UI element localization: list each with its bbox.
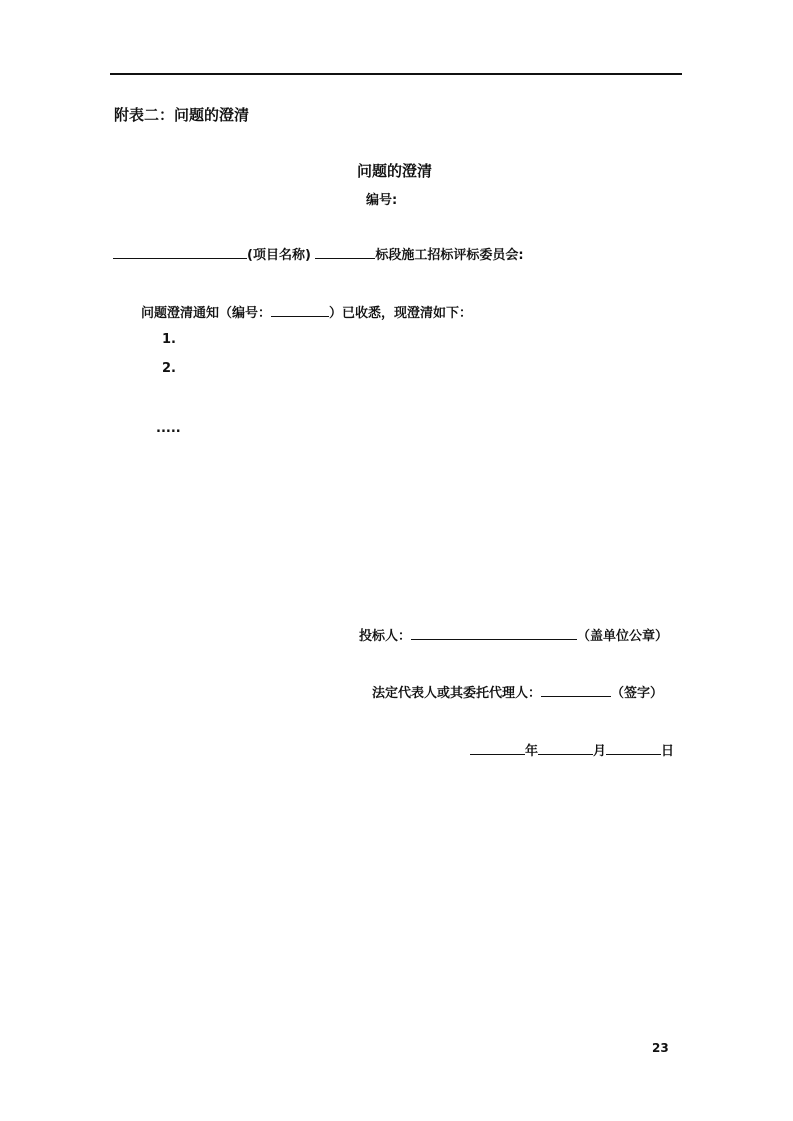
bidder-line	[359, 625, 668, 644]
section-blank	[315, 246, 375, 259]
year-label: 年	[525, 744, 539, 759]
notice-suffix: ）已收悉，现澄清如下：	[329, 306, 473, 321]
day-label: 日	[661, 744, 675, 759]
committee-label: 标段施工招标评标委员会:	[375, 248, 524, 263]
year-blank	[470, 742, 525, 755]
date-line	[470, 740, 674, 759]
bidder-label: 投标人：	[359, 629, 412, 644]
page-title: 问题的澄清	[357, 162, 433, 180]
list-item-1: 1.	[162, 332, 176, 347]
representative-label: 法定代表人或其委托代理人：	[372, 686, 542, 701]
bidder-note: （盖单位公章）	[577, 629, 669, 644]
project-name-label: (项目名称)	[247, 248, 311, 263]
header-rule	[110, 73, 682, 75]
representative-note: （签字）	[611, 686, 664, 701]
bidder-blank	[411, 627, 577, 640]
day-blank	[606, 742, 661, 755]
representative-blank	[541, 684, 611, 697]
project-name-blank	[113, 246, 247, 259]
notice-prefix: 问题澄清通知（编号：	[141, 306, 272, 321]
list-item-2: 2.	[162, 361, 176, 376]
number-label: 编号:	[366, 193, 398, 208]
page-number: 23	[652, 1041, 669, 1055]
addressee-line	[113, 244, 524, 263]
representative-line	[372, 682, 663, 701]
month-blank	[538, 742, 593, 755]
notice-number-blank	[271, 304, 329, 317]
notice-line	[141, 302, 472, 321]
ellipsis: .....	[156, 421, 181, 436]
month-label: 月	[593, 744, 607, 759]
appendix-heading: 附表二：问题的澄清	[114, 106, 250, 124]
